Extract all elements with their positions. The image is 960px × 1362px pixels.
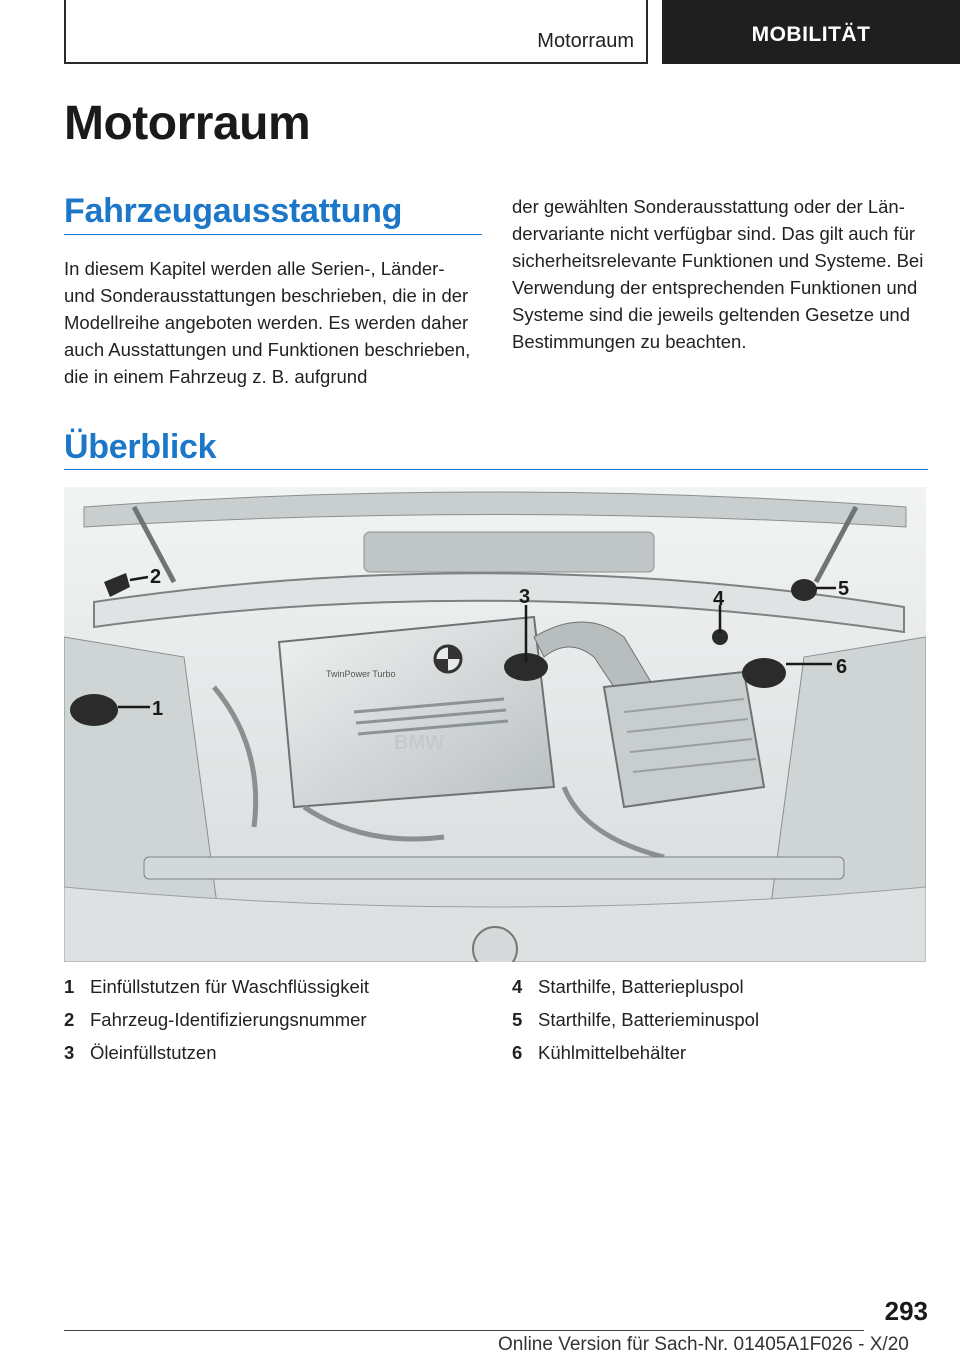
legend-list-right (512, 970, 759, 1069)
legend-number: 2 (64, 1008, 75, 1030)
footer-text: Online Version für Sach-Nr. 01405A1F026 - X/20 (498, 1334, 909, 1355)
equipment-text-right: der gewählten Sonderausstattung oder der Ländervariante nicht verfügbar sind. Das gilt auch für sicherheitsrelevante Funktionen und Systeme. Bei Verwendung der entsprechenden Funktionen und Systeme sind die jeweils geltenden Gesetze und Bestimmungen zu beachten. (512, 196, 924, 352)
legend-number: 3 (64, 1041, 75, 1063)
engine-cover-brand: BMW (394, 732, 444, 754)
legend-number: 1 (64, 975, 75, 997)
legend-item (64, 1003, 369, 1036)
legend-label: Fahrzeug-Identifizierungsnummer (90, 1008, 367, 1030)
legend-item (64, 970, 369, 1003)
callout-label-2: 2 (150, 566, 162, 588)
legend-label: Einfüllstutzen für Waschflüssigkeit (90, 975, 369, 997)
radiator-support (144, 857, 844, 879)
callout-label-3: 3 (519, 586, 531, 608)
page-number: 293 (884, 1296, 928, 1326)
header-chapter-tab: MOBILITÄT (662, 0, 960, 64)
legend-number: 5 (512, 1008, 523, 1030)
legend-number: 6 (512, 1041, 523, 1063)
legend-label: Kühlmittelbehälter (538, 1041, 687, 1063)
callout-label-6: 6 (836, 656, 848, 678)
header-section-label: Motorraum (537, 30, 634, 52)
engine-bay-illustration (64, 487, 926, 962)
legend-label: Öleinfüllstutzen (90, 1041, 217, 1063)
legend-number: 4 (512, 975, 523, 997)
equipment-text-left: In diesem Kapitel werden alle Serien-, Länder- und Sonderausstattungen beschrieben, die in der Modellreihe angeboten werden. Es werden daher auch Ausstattungen und Funktionen beschrieben, die in einem Fahrzeug z. B. aufgrund (64, 258, 471, 387)
header-section-box (64, 0, 648, 64)
coolant-reservoir-cap (742, 658, 786, 688)
engine-cover (279, 617, 554, 807)
cowl-grille (364, 532, 654, 572)
section-rule-overview (64, 469, 928, 470)
legend-item (512, 1036, 759, 1069)
section-rule-equipment (64, 234, 482, 235)
callout-label-1: 1 (152, 698, 164, 720)
legend-item (512, 970, 759, 1003)
legend-label: Starthilfe, Batteriepluspol (538, 975, 744, 997)
legend-label: Starthilfe, Batterieminuspol (538, 1008, 760, 1030)
callout-label-5: 5 (838, 578, 850, 600)
legend-item (64, 1036, 369, 1069)
engine-cover-text: TwinPower Turbo (326, 669, 396, 679)
page-title: Motorraum (64, 97, 311, 150)
hood-roundel-icon (473, 927, 517, 962)
washer-fluid-cap (70, 694, 118, 726)
footer-rule (64, 1330, 864, 1331)
legend-list-left (64, 970, 369, 1069)
section-heading-overview: Überblick (64, 428, 217, 466)
legend-item (512, 1003, 759, 1036)
callout-label-4: 4 (713, 588, 725, 610)
section-heading-equipment: Fahrzeugausstattung (64, 192, 403, 230)
battery-minus-pole (791, 579, 817, 601)
